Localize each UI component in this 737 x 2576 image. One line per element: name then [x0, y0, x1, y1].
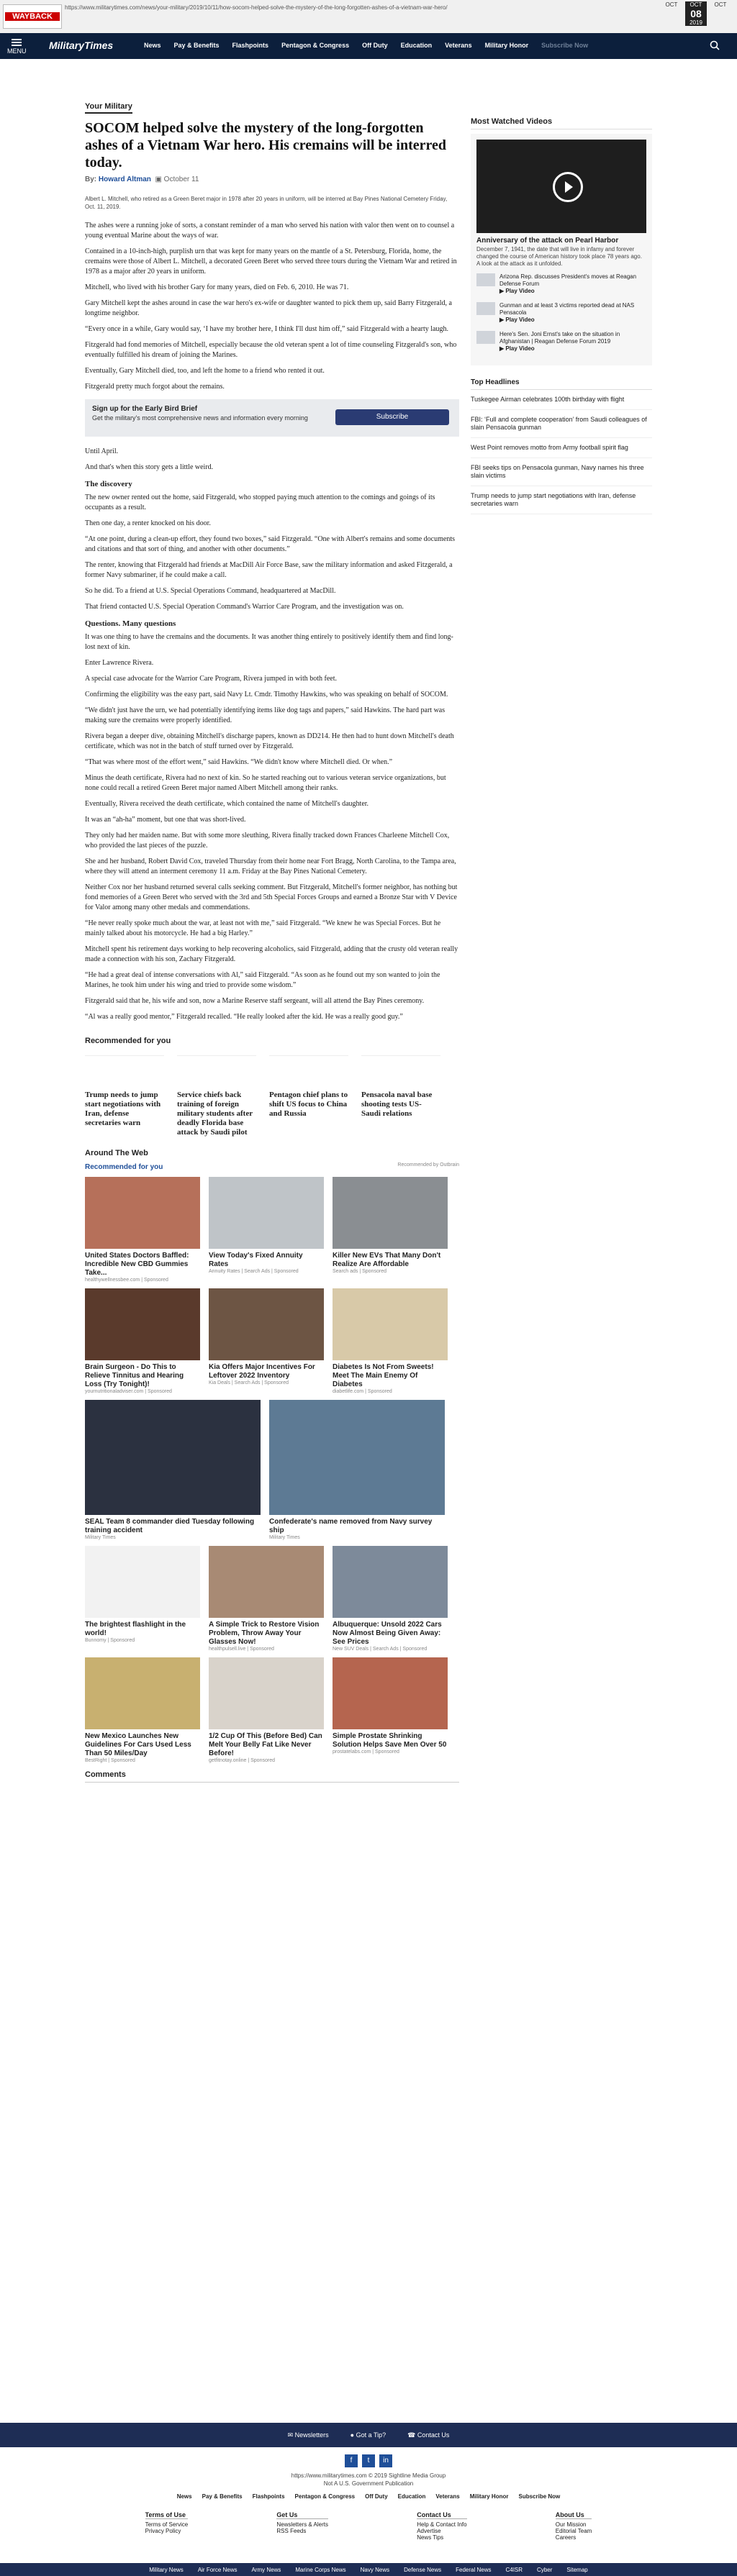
byline	[85, 176, 459, 183]
ad-image	[209, 1177, 324, 1249]
news-title: Confederate's name removed from Navy survey ship	[269, 1518, 433, 1534]
paragraph: Fitzgerald pretty much forgot about the remains.	[85, 383, 225, 391]
twitter-icon[interactable]: t	[362, 2454, 375, 2467]
recommended-title: Pentagon chief plans to shift US focus to China and Russia	[269, 1091, 348, 1118]
wayback-url[interactable]: https://www.militarytimes.com/news/your-military/2019/10/11/how-socom-helped-solve-the-mystery-of-the-long-forgotten-ashes-of-a-vietnam-war-hero/	[65, 4, 448, 11]
news-source: Military Times	[269, 1535, 300, 1540]
footer-link[interactable]: Education	[397, 2493, 426, 2500]
network-link[interactable]: Military News	[149, 2566, 184, 2573]
paragraph: And that's when this story gets a little weird.	[85, 463, 214, 471]
network-link[interactable]: Federal News	[456, 2566, 492, 2573]
headline-link[interactable]: Tuskegee Airman celebrates 100th birthday with flight	[471, 390, 652, 410]
newsletter-signup	[85, 399, 459, 437]
network-link[interactable]: C4ISR	[505, 2566, 523, 2573]
ad-source: diabetlife.com | Sponsored	[333, 1389, 392, 1394]
author-link[interactable]: Howard Altman	[98, 176, 151, 183]
network-link[interactable]: Marine Corps News	[295, 2566, 346, 2573]
network-link[interactable]: Army News	[251, 2566, 281, 2573]
ad-source: BestRight | Sponsored	[85, 1758, 135, 1763]
tip-label: Got a Tip?	[356, 2431, 386, 2439]
ad-image	[209, 1657, 324, 1729]
play-video-link[interactable]: ▶ Play Video	[499, 317, 535, 323]
ad-title: Kia Offers Major Incentives For Leftover 2022 Inventory	[209, 1363, 315, 1380]
network-link[interactable]: Navy News	[360, 2566, 390, 2573]
footer-col-link[interactable]: Help & Contact Info	[417, 2521, 467, 2528]
nav-military-honor[interactable]: Military Honor	[484, 42, 529, 49]
copyright	[0, 2472, 737, 2488]
ad-image	[85, 1177, 200, 1249]
cal-cur-day: 08	[690, 8, 702, 19]
wayback-logo[interactable]	[3, 4, 62, 29]
footer-col-link[interactable]: Careers	[555, 2534, 577, 2541]
footer-link[interactable]: Off Duty	[365, 2493, 388, 2500]
news-card[interactable]	[85, 1400, 261, 1540]
recommended-title: Pensacola naval base shooting tests US-Saudi relations	[361, 1091, 433, 1118]
around-heading: Around The Web	[85, 1149, 148, 1157]
around-sub: Recommended for you	[85, 1163, 163, 1171]
ad-title: United States Doctors Baffled: Incredible New CBD Gummies Take...	[85, 1252, 189, 1277]
footer-col	[417, 2511, 466, 2541]
ad-source: Annuity Rates | Search Ads | Sponsored	[209, 1269, 299, 1274]
nav-pay-benefits[interactable]: Pay & Benefits	[173, 42, 220, 49]
headline-link[interactable]: FBI seeks tips on Pensacola gunman, Navy names his three slain victims	[471, 458, 652, 486]
ad-title: Brain Surgeon - Do This to Relieve Tinnitus and Hearing Loss (Try Tonight)!	[85, 1363, 184, 1388]
footer-link[interactable]: Subscribe Now	[518, 2493, 561, 2500]
subscribe-button[interactable]: Subscribe	[335, 409, 449, 425]
contact-label: Contact Us	[417, 2431, 450, 2439]
video-desc: December 7, 1941, the date that will live in infamy and forever changed the course of American history took place 78 years ago. A look at the attack as it unfolded.	[476, 246, 642, 267]
recommended-item[interactable]	[177, 1055, 256, 1137]
footer-col-link[interactable]: Our Mission	[555, 2521, 587, 2528]
footer-columns	[101, 2511, 636, 2541]
news-card[interactable]	[269, 1400, 445, 1540]
disclaimer-line: Not A U.S. Government Publication	[323, 2480, 414, 2487]
paragraph: “At one point, during a clean-up effort, they found two boxes,” said Fitzgerald. “One with Albert's remains and some documents and citations and that sort of thing, and another with other documents.”	[85, 535, 455, 553]
ad-image	[333, 1657, 448, 1729]
mail-icon: ✉	[287, 2431, 294, 2439]
menu-button[interactable]	[7, 37, 27, 55]
article-date: October 11	[163, 176, 199, 183]
signup-title: Sign up for the Early Bird Brief	[92, 405, 198, 413]
cal-prev-month: OCT	[665, 1, 678, 8]
ad-card[interactable]	[85, 1288, 200, 1394]
video-item-title: Arizona Rep. discusses President's moves at Reagan Defense Forum	[499, 273, 637, 287]
ad-source: getfitnotay.online | Sponsored	[209, 1758, 275, 1763]
video-title: Anniversary of the attack on Pearl Harbor	[476, 237, 619, 245]
ad-source: healthpulsell.live | Sponsored	[209, 1647, 274, 1652]
paragraph: She and her husband, Robert David Cox, traveled Thursday from their home near Fort Bragg, North Carolina, to the Tampa area, where they will attend an interment ceremony 11 a.m. Friday at the Bay Pines National Cemetery.	[85, 857, 456, 875]
ad-title: View Today's Fixed Annuity Rates	[209, 1252, 303, 1268]
network-link[interactable]: Sitemap	[566, 2566, 588, 2573]
article-kicker[interactable]: Your Military	[85, 102, 132, 114]
ad-card[interactable]	[209, 1657, 324, 1763]
hamburger-icon	[12, 45, 22, 46]
paragraph: Mitchell, who lived with his brother Gary for many years, died on Feb. 6, 2010. He was 71.	[85, 283, 349, 291]
paragraph: “Al was a really good mentor,” Fitzgerald recalled. “He really looked after the kid. He was a really good guy.”	[85, 1013, 403, 1021]
top-headlines-heading: Top Headlines	[471, 378, 652, 390]
paragraph: Minus the death certificate, Rivera had no next of kin. So he started reaching out to various veteran service organizations, but none could recall a retired Green Beret major named Albert Mitchell among their ranks.	[85, 774, 446, 792]
ad-image	[85, 1288, 200, 1360]
paragraph: The renter, knowing that Fitzgerald had friends at MacDill Air Force Base, saw the military information and asked Fitzgerald, a former Navy submariner, if he could make a call.	[85, 561, 453, 579]
ad-title: The brightest flashlight in the world!	[85, 1621, 186, 1637]
ad-image	[333, 1288, 448, 1360]
nav-flashpoints[interactable]: Flashpoints	[232, 42, 269, 49]
wayback-calendar	[661, 1, 731, 26]
footer	[0, 2423, 737, 2576]
nav-pentagon-congress[interactable]: Pentagon & Congress	[281, 42, 350, 49]
paragraph: Fitzgerald had fond memories of Mitchell, especially because the old veteran spent a lot of time counseling Fitzgerald's son, who eventually fulfilled his dream of joining the Marines.	[85, 341, 457, 359]
network-bar	[0, 2563, 737, 2576]
ad-source: yournutritionaladviser.com | Sponsored	[85, 1389, 172, 1394]
ad-source: New SUV Deals | Search Ads | Sponsored	[333, 1647, 428, 1652]
recommended-item[interactable]	[269, 1055, 348, 1137]
site-navbar	[0, 33, 737, 59]
comments-heading[interactable]: Comments	[85, 1770, 459, 1783]
footer-col-link[interactable]: Terms of Service	[145, 2521, 189, 2528]
paragraph: “That was where most of the effort went,” said Hawkins. “We didn't know where Mitchell died. Or when.”	[85, 758, 393, 766]
recommended-thumb	[361, 1055, 440, 1091]
video-item-title: Here's Sen. Joni Ernst's take on the situation in Afghanistan | Reagan Defense Forum 2019	[499, 331, 620, 345]
paragraph: A special case advocate for the Warrior Care Program, Rivera jumped in with both feet.	[85, 675, 337, 683]
cal-next[interactable]	[710, 1, 731, 26]
video-item[interactable]	[476, 273, 646, 295]
site-logo[interactable]: MilitaryTimes	[49, 40, 114, 51]
news-title: SEAL Team 8 commander died Tuesday following training accident	[85, 1518, 255, 1534]
video-list	[476, 273, 646, 352]
ad-title: Diabetes Is Not From Sweets! Meet The Main Enemy Of Diabetes	[333, 1363, 434, 1388]
cal-prev[interactable]	[661, 1, 682, 26]
recommended-thumb	[269, 1055, 348, 1091]
paragraph: “He never really spoke much about the war, at least not with me,” said Fitzgerald. “We knew he was Special Forces. But he mainly talked about his motorcycle. He had a big Harley.”	[85, 919, 441, 937]
footer-col-heading: Contact Us	[417, 2511, 466, 2519]
ad-source: healthywellnessbee.com | Sponsored	[85, 1278, 168, 1283]
newsletters-link[interactable]	[288, 2431, 329, 2439]
social-icons	[0, 2454, 737, 2467]
footer-col-link[interactable]: Editorial Team	[555, 2528, 592, 2534]
cal-next-month: OCT	[714, 1, 727, 8]
lightbulb-icon: ●	[350, 2431, 355, 2439]
footer-link[interactable]: Military Honor	[469, 2493, 509, 2500]
ad-card[interactable]	[85, 1657, 200, 1763]
paragraph: They only had her maiden name. But with some more sleuthing, Rivera finally tracked down Frances Charleene Mitchell Cox, who provided the last pieces of the puzzle.	[85, 832, 450, 850]
wayback-logo-text: WAYBACK	[5, 12, 60, 21]
footer-col-heading: Get Us	[276, 2511, 328, 2519]
top-headlines	[471, 390, 652, 514]
section-heading: Questions. Many questions	[85, 619, 176, 628]
play-video-link[interactable]: ▶ Play Video	[499, 288, 535, 294]
video-thumb	[476, 331, 495, 344]
ad-image	[333, 1546, 448, 1618]
footer-link[interactable]: News	[176, 2493, 192, 2500]
ad-card[interactable]	[333, 1288, 448, 1394]
ad-image	[85, 1546, 200, 1618]
paragraph: Then one day, a renter knocked on his door.	[85, 519, 211, 527]
ad-title: Simple Prostate Shrinking Solution Helps Save Men Over 50	[333, 1732, 447, 1749]
outbrain-logo[interactable]: Recommended by Outbrain	[397, 1162, 459, 1168]
network-link[interactable]: Air Force News	[197, 2566, 238, 2573]
ad-image	[333, 1177, 448, 1249]
footer-col-link[interactable]: RSS Feeds	[276, 2528, 307, 2534]
footer-col-link[interactable]: News Tips	[417, 2534, 444, 2541]
around-the-web	[85, 1149, 459, 1763]
search-icon[interactable]	[710, 40, 720, 50]
footer-col	[276, 2511, 328, 2541]
signup-desc: Get the military's most comprehensive news and information every morning	[92, 414, 308, 422]
recommended-title: Service chiefs back training of foreign military students after deadly Florida base attack by Saudi pilot	[177, 1091, 253, 1137]
paragraph: Eventually, Rivera received the death certificate, which contained the name of Mitchell's daughter.	[85, 800, 369, 808]
ad-card[interactable]	[333, 1177, 448, 1283]
tip-link[interactable]	[351, 2431, 386, 2439]
ad-card[interactable]	[85, 1546, 200, 1652]
news-image	[269, 1400, 445, 1515]
footer-link[interactable]: Veterans	[435, 2493, 460, 2500]
copyright-line: https://www.militarytimes.com © 2019 Sightline Media Group	[291, 2472, 446, 2479]
news-image	[85, 1400, 261, 1515]
ad-source: Kia Deals | Search Ads | Sponsored	[209, 1380, 289, 1385]
recommended-thumb	[85, 1055, 164, 1091]
videos-heading: Most Watched Videos	[471, 117, 652, 129]
video-player[interactable]	[476, 140, 646, 233]
ad-image	[209, 1288, 324, 1360]
paragraph: Enter Lawrence Rivera.	[85, 659, 154, 667]
paragraph: Until April.	[85, 447, 119, 455]
cal-cur-month: OCT	[689, 1, 702, 8]
calendar-icon: ▣	[155, 176, 162, 183]
footer-col-heading: About Us	[556, 2511, 592, 2519]
footer-col-link[interactable]: Advertise	[417, 2528, 441, 2534]
phone-icon: ☎	[407, 2431, 416, 2439]
ad-title: Albuquerque: Unsold 2022 Cars Now Almost Being Given Away: See Prices	[333, 1621, 442, 1646]
article	[85, 99, 459, 1783]
paragraph: “We didn't just have the urn, we had potentially identifying items like dog tags and papers,” said Hawkins. The hard part was making sure the cremains were properly identified.	[85, 706, 446, 724]
ad-title: 1/2 Cup Of This (Before Bed) Can Melt Your Belly Fat Like Never Before!	[209, 1732, 322, 1757]
photo-caption: Albert L. Mitchell, who retired as a Green Beret major in 1978 after 20 years in uniform, will be interred at Bay Pines National Cemetery Friday, Oct. 11, 2019.	[85, 196, 448, 210]
network-link[interactable]: Defense News	[404, 2566, 442, 2573]
paragraph: Eventually, Gary Mitchell died, too, and left the home to a friend who rented it out.	[85, 367, 325, 375]
ad-source: Search ads | Sponsored	[333, 1269, 386, 1274]
ad-card[interactable]	[209, 1546, 324, 1652]
headline-link[interactable]: FBI: ‘Full and complete cooperation’ from Saudi colleagues of slain Pensacola gunman	[471, 410, 652, 438]
footer-link[interactable]: Pay & Benefits	[202, 2493, 243, 2500]
ad-image	[85, 1657, 200, 1729]
ad-source: prostatelabs.com | Sponsored	[333, 1749, 399, 1754]
footer-nav	[0, 2493, 737, 2500]
ad-source: Bunnomy | Sponsored	[85, 1638, 135, 1643]
contact-link[interactable]	[407, 2431, 449, 2439]
newsletters-label: Newsletters	[294, 2431, 329, 2439]
recommended-thumb	[177, 1055, 256, 1091]
cal-cur-year: 2019	[689, 19, 702, 26]
paragraph: The new owner rented out the home, said Fitzgerald, who stopped paying much attention to the comings and goings of its occupants as a result.	[85, 493, 435, 511]
paragraph: “Every once in a while, Gary would say, ‘I have my brother here, I think I'll dust him off,” said Fitzgerald with a hearty laugh.	[85, 325, 448, 333]
wayback-toolbar	[0, 0, 737, 34]
video-item[interactable]	[476, 331, 646, 352]
recommended-item[interactable]	[361, 1055, 440, 1137]
nav-news[interactable]: News	[144, 42, 161, 49]
paragraph: Neither Cox nor her husband returned several calls seeking comment. But Fitzgerald, Mitchell's former neighbor, has nothing but fond memories of a Green Beret who served with the 3rd and 5th Special Forces Groups and earned a Bronze Star with V Device for Valor among many other medals and commendations.	[85, 883, 458, 911]
play-icon[interactable]	[553, 172, 583, 202]
paragraph: It was an “ah-ha” moment, but one that was short-lived.	[85, 816, 246, 824]
cal-current	[685, 1, 707, 26]
nav-veterans[interactable]: Veterans	[445, 42, 472, 49]
ad-card[interactable]	[209, 1288, 324, 1394]
nav-menu	[144, 42, 588, 49]
headline-link[interactable]: Trump needs to jump start negotiations with Iran, defense secretaries warn	[471, 486, 652, 514]
video-thumb	[476, 273, 495, 286]
footer-col-heading: Terms of Use	[145, 2511, 189, 2519]
paragraph: Confirming the eligibility was the easy part, said Navy Lt. Cmdr. Timothy Hawkins, who was speaking on behalf of SOCOM.	[85, 691, 448, 698]
paragraph: Mitchell spent his retirement days working to help recovering alcoholics, said Fitzgerald, adding that the crusty old veteran really made a connection with his son, Zachary Fitzgerald.	[85, 945, 458, 963]
recommended-title: Trump needs to jump start negotiations with Iran, defense secretaries warn	[85, 1091, 161, 1127]
recommended-section	[85, 1037, 459, 1137]
ad-card[interactable]	[333, 1546, 448, 1652]
paragraph: Fitzgerald said that he, his wife and son, now a Marine Reserve staff sergeant, will all attend the Bay Pines ceremony.	[85, 997, 425, 1005]
video-item[interactable]	[476, 302, 646, 324]
ad-card[interactable]	[85, 1177, 200, 1283]
article-title: SOCOM helped solve the mystery of the long-forgotten ashes of a Vietnam War hero. His cremains will be interred today.	[85, 120, 447, 170]
news-source: Military Times	[85, 1535, 116, 1540]
video-player-box	[471, 134, 652, 365]
paragraph: “He had a great deal of intense conversations with Al,” said Fitzgerald. “As soon as he found out my son wanted to join the Marines, he took him under his wing and tried to provide some wisdom.”	[85, 971, 440, 989]
recommended-item[interactable]	[85, 1055, 164, 1137]
video-item-title: Gunman and at least 3 victims reported dead at NAS Pensacola	[499, 302, 635, 316]
footer-col	[556, 2511, 592, 2541]
footer-link[interactable]: Flashpoints	[252, 2493, 285, 2500]
footer-col-link[interactable]: Newsletters & Alerts	[276, 2521, 328, 2528]
paragraph: It was one thing to have the cremains and the documents. It was another thing entirely to positively identify them and find long-lost next of kin.	[85, 633, 453, 651]
ad-title: New Mexico Launches New Guidelines For Cars Used Less Than 50 Miles/Day	[85, 1732, 191, 1757]
ad-title: A Simple Trick to Restore Vision Problem, Throw Away Your Glasses Now!	[209, 1621, 320, 1646]
sidebar	[471, 117, 652, 514]
ad-card[interactable]	[333, 1657, 448, 1763]
network-link[interactable]: Cyber	[537, 2566, 553, 2573]
hamburger-icon	[12, 39, 22, 40]
section-heading: The discovery	[85, 480, 132, 488]
ad-image	[209, 1546, 324, 1618]
video-thumb	[476, 302, 495, 315]
footer-link[interactable]: Pentagon & Congress	[294, 2493, 356, 2500]
paragraph: So he did. To a friend at U.S. Special Operations Command, headquartered at MacDill.	[85, 587, 336, 595]
footer-col	[145, 2511, 189, 2541]
ad-title: Killer New EVs That Many Don't Realize Are Affordable	[333, 1252, 441, 1268]
headline-link[interactable]: West Point removes motto from Army football spirit flag	[471, 438, 652, 458]
hamburger-icon	[12, 42, 22, 43]
paragraph: Contained in a 10-inch-high, purplish urn that was kept for many years on the mantle of a St. Petersburg, Florida, home, the cremains were those of Albert L. Mitchell, a decorated Green Beret who served three tours during the Vietnam War and retired in 1978 as a major after 20 years in uniform.	[85, 247, 457, 276]
paragraph: The ashes were a running joke of sorts, a constant reminder of a man who served his nation with valor then went on to counsel a young eventual Marine about the ways of war.	[85, 222, 455, 240]
recommended-heading: Recommended for you	[85, 1037, 171, 1045]
play-video-link[interactable]: ▶ Play Video	[499, 345, 535, 352]
nav-education[interactable]: Education	[400, 42, 433, 49]
footer-bar	[0, 2423, 737, 2447]
linkedin-icon[interactable]: in	[379, 2454, 392, 2467]
paragraph: Gary Mitchell kept the ashes around in case the war hero's ex-wife or daughter wanted to pick them up, said Barry Fitzgerald, a longtime neighbor.	[85, 299, 452, 317]
paragraph: That friend contacted U.S. Special Operation Command's Warrior Care Program, and the investigation was on.	[85, 603, 404, 611]
menu-label: MENU	[7, 47, 27, 55]
footer-col-link[interactable]: Privacy Policy	[145, 2528, 181, 2534]
nav-off-duty[interactable]: Off Duty	[362, 42, 388, 49]
facebook-icon[interactable]: f	[345, 2454, 358, 2467]
byline-label: By:	[85, 176, 97, 183]
nav-subscribe[interactable]: Subscribe Now	[541, 42, 589, 49]
ad-card[interactable]	[209, 1177, 324, 1283]
paragraph: Rivera began a deeper dive, obtaining Mitchell's discharge papers, known as DD214. He then had to hunt down Mitchell's death certificate, which was not in the batch of stuff turned over by Fitzgerald.	[85, 732, 454, 750]
